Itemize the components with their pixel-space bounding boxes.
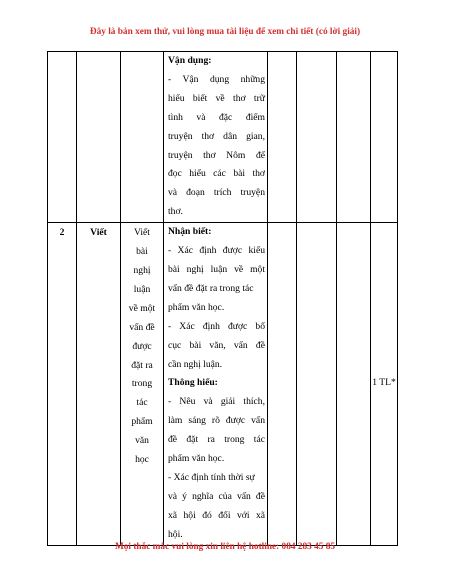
row2-content-cell	[121, 223, 164, 545]
description-line: hiểu biết về thơ trữ	[168, 92, 265, 104]
row2-total-cell: 1 TL*	[371, 223, 398, 545]
description-line: tình và đặc điểm	[168, 111, 265, 123]
description-line: truyện thơ Nôm để	[168, 149, 265, 161]
description-line: - Xác định được bố	[168, 320, 265, 332]
content-line: về một	[128, 302, 156, 314]
description-line: xã hội đó đối với xã	[168, 509, 265, 521]
row1-number-cell	[48, 52, 77, 223]
row1-content-cell	[121, 52, 164, 223]
row2-description-cell	[164, 223, 268, 545]
description-line: cục bài văn, vấn đề	[168, 339, 265, 351]
row2-level-cell	[268, 223, 297, 545]
description-line: đọc hiểu các bài thơ	[168, 168, 265, 180]
row2-number-cell: 2	[48, 223, 77, 545]
content-line: vấn đề	[129, 321, 155, 333]
content-line: nghị	[133, 264, 151, 276]
hotline-footer: Mọi thắc mắc vui lòng xin liên hệ hotline: 084 283 45 85	[114, 542, 336, 552]
description-line: truyện thơ dân gian,	[168, 130, 265, 142]
content-line: trong	[131, 378, 153, 390]
table-row	[48, 223, 398, 545]
row2-skill-cell: Viết	[77, 223, 121, 545]
description-line: - Nêu và giải thích,	[168, 396, 265, 408]
table-row	[48, 52, 398, 223]
preview-notice: Đây là bản xem thử, vui lòng mua tài liệu để xem chi tiết (có lời giải)	[89, 27, 361, 37]
description-line: - Vận dụng những	[168, 73, 265, 85]
row2-level-cell	[337, 223, 371, 545]
content-line: phẩm	[131, 416, 153, 428]
description-line: và ý nghĩa của vấn đề	[168, 490, 265, 502]
description-line: vấn đề đặt ra trong tác	[168, 282, 254, 294]
thong-hieu-heading: Thông hiểu:	[168, 377, 218, 389]
row2-level-cell	[297, 223, 337, 545]
description-line: và đoạn trích truyện	[168, 187, 265, 199]
description-line: bài nghị luận về một	[168, 263, 265, 275]
row1-description-cell	[164, 52, 268, 223]
description-line: - Xác định tính thời sự	[168, 471, 255, 483]
description-line: phẩm văn học.	[168, 453, 225, 465]
row1-skill-cell	[77, 52, 121, 223]
specification-table	[47, 51, 398, 546]
description-line: làm sáng rõ được vấn	[168, 415, 265, 427]
description-line: thơ.	[168, 206, 183, 218]
content-line: luận	[133, 283, 151, 295]
content-line: được	[132, 340, 152, 352]
content-line: bài	[136, 246, 148, 258]
description-line: hội.	[168, 528, 183, 540]
row1-level-cell	[337, 52, 371, 223]
content-line: Viết	[134, 227, 150, 239]
content-line: tác	[136, 397, 148, 409]
row1-level-cell	[268, 52, 297, 223]
row1-level-cell	[297, 52, 337, 223]
content-line: văn	[135, 435, 149, 447]
description-line: đề đặt ra trong tác	[168, 434, 265, 446]
nhan-biet-heading: Nhận biết:	[168, 226, 212, 238]
description-line: - Xác định được kiểu	[168, 245, 265, 257]
content-line: đặt ra	[131, 359, 153, 371]
row1-total-cell	[371, 52, 398, 223]
van-dung-heading: Vận dụng:	[168, 55, 212, 66]
description-line: phẩm văn học.	[168, 301, 225, 313]
description-line: cần nghị luận.	[168, 358, 223, 370]
content-line: học	[135, 454, 149, 466]
